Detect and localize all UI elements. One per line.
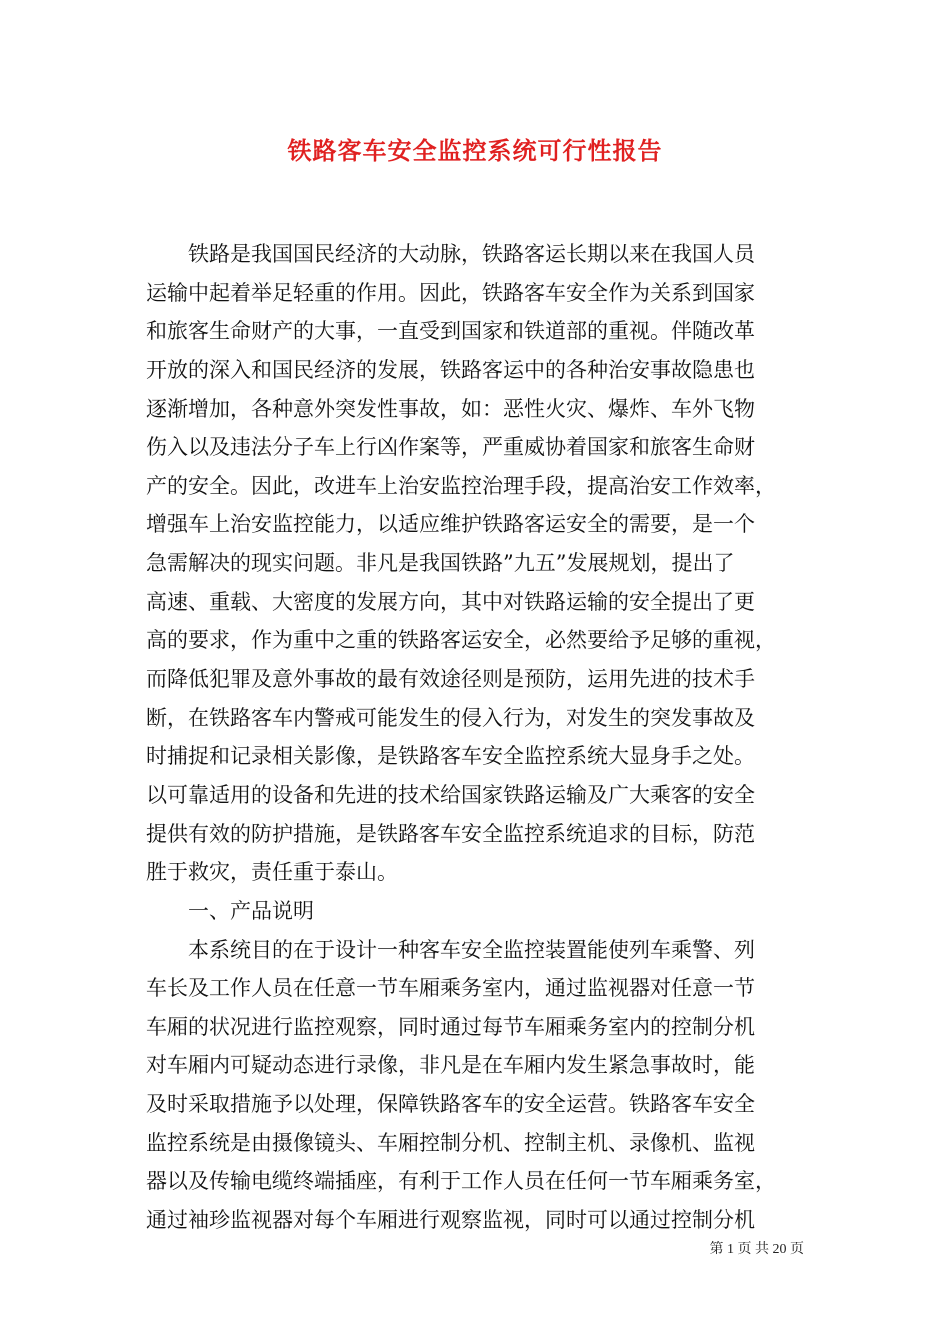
paragraph-line: 而降低犯罪及意外事故的最有效途径则是预防，运用先进的技术手	[146, 667, 755, 692]
section-heading: 一、产品说明	[188, 898, 314, 923]
paragraph-line: 通过袖珍监视器对每个车厢进行观察监视，同时可以通过控制分机	[146, 1208, 755, 1233]
paragraph-line: 逐渐增加，各种意外突发性事故，如：恶性火灾、爆炸、车外飞物	[146, 396, 755, 421]
paragraph-line: 胜于救灾，责任重于泰山。	[146, 860, 398, 885]
paragraph-line: 断，在铁路客车内警戒可能发生的侵入行为，对发生的突发事故及	[146, 705, 755, 730]
paragraph-line: 监控系统是由摄像镜头、车厢控制分机、控制主机、录像机、监视	[146, 1130, 755, 1155]
paragraph-line: 高速、重载、大密度的发展方向，其中对铁路运输的安全提出了更	[146, 589, 755, 614]
paragraph-line: 高的要求，作为重中之重的铁路客运安全，必然要给予足够的重视，	[146, 628, 776, 653]
document-body	[146, 235, 806, 1240]
document-title: 铁路客车安全监控系统可行性报告	[287, 136, 663, 165]
paragraph-line: 车厢的状况进行监控观察，同时通过每节车厢乘务室内的控制分机	[146, 1014, 755, 1039]
paragraph-line: 车长及工作人员在任意一节车厢乘务室内，通过监视器对任意一节	[146, 976, 755, 1001]
paragraph-line: 铁路是我国国民经济的大动脉，铁路客运长期以来在我国人员	[188, 242, 755, 266]
paragraph-line: 增强车上治安监控能力，以适应维护铁路客运安全的需要，是一个	[146, 512, 755, 537]
paragraph-line: 本系统目的在于设计一种客车安全监控装置能使列车乘警、列	[188, 937, 755, 962]
page-number-footer: 第 1 页 共 20 页	[709, 1242, 804, 1257]
paragraph-line: 器以及传输电缆终端插座，有利于工作人员在任何一节车厢乘务室，	[146, 1169, 776, 1194]
paragraph-line: 及时采取措施予以处理，保障铁路客车的安全运营。铁路客车安全	[146, 1092, 755, 1117]
paragraph-line: 伤入以及违法分子车上行凶作案等，严重威协着国家和旅客生命财	[146, 435, 755, 460]
paragraph-line: 时捕捉和记录相关影像，是铁路客车安全监控系统大显身手之处。	[146, 744, 755, 769]
paragraph-line: 和旅客生命财产的大事，一直受到国家和铁道部的重视。伴随改革	[146, 319, 755, 344]
paragraph-line: 运输中起着举足轻重的作用。因此，铁路客车安全作为关系到国家	[146, 280, 755, 305]
paragraph-line: 产的安全。因此，改进车上治安监控治理手段，提高治安工作效率，	[146, 473, 776, 498]
paragraph-line: 提供有效的防护措施，是铁路客车安全监控系统追求的目标，防范	[146, 821, 755, 846]
paragraph-line: 急需解决的现实问题。非凡是我国铁路”九五”发展规划，提出了	[146, 551, 735, 576]
paragraph-line: 以可靠适用的设备和先进的技术给国家铁路运输及广大乘客的安全	[146, 782, 755, 807]
paragraph-line: 对车厢内可疑动态进行录像，非凡是在车厢内发生紧急事故时，能	[146, 1053, 755, 1078]
paragraph-line: 开放的深入和国民经济的发展，铁路客运中的各种治安事故隐患也	[146, 357, 755, 382]
